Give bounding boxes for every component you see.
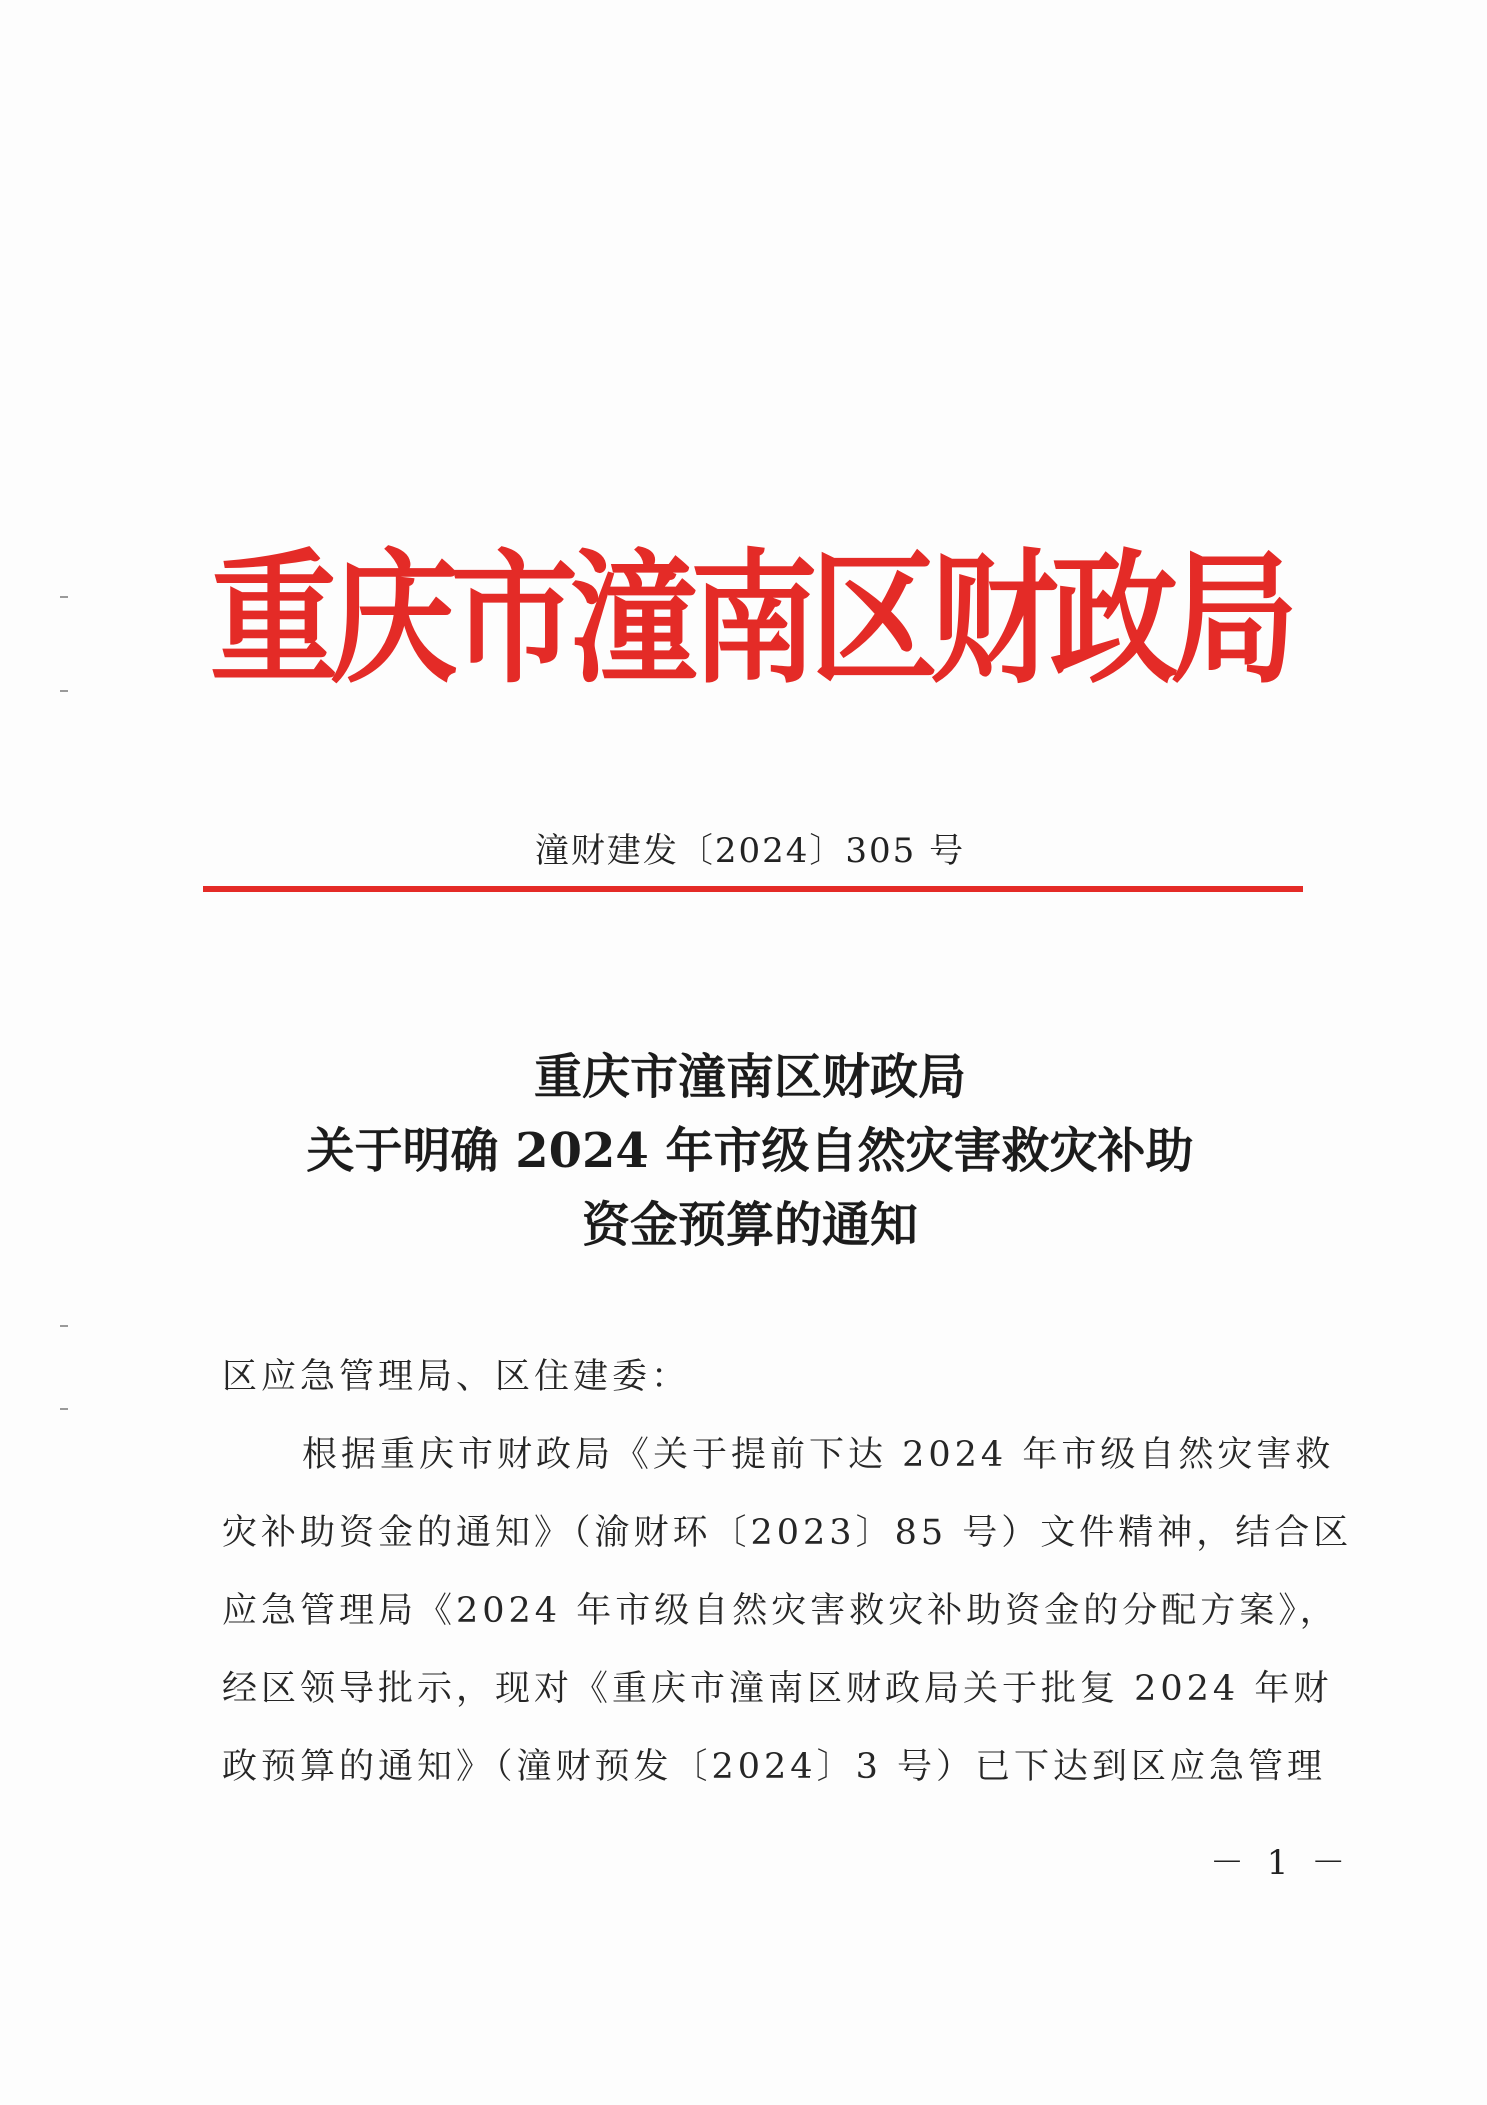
scan-margin-mark (60, 1408, 68, 1410)
body-line: 经区领导批示，现对《重庆市潼南区财政局关于批复 2024 年财 (222, 1669, 1333, 1709)
issuer-masthead: 重庆市潼南区财政局 (209, 535, 1290, 704)
scan-margin-mark (60, 690, 68, 692)
document-number: 潼财建发〔2024〕305 号 (534, 831, 966, 871)
body-paragraph (222, 1416, 1353, 1806)
scan-margin-mark (60, 1325, 68, 1327)
title-line: 资金预算的通知 (581, 1197, 918, 1253)
page-number: － 1 － (1210, 1843, 1352, 1883)
document-title (200, 1040, 1300, 1262)
body-line: 政预算的通知》（潼财预发〔2024〕3 号）已下达到区应急管理 (222, 1747, 1326, 1787)
red-separator-rule (203, 886, 1303, 892)
body-line: 灾补助资金的通知》（渝财环〔2023〕85 号）文件精神，结合区 (222, 1513, 1353, 1553)
scan-margin-mark (60, 596, 68, 598)
salutation: 区应急管理局、区住建委： (222, 1357, 691, 1397)
title-line: 关于明确 2024 年市级自然灾害救灾补助 (306, 1123, 1194, 1179)
title-line: 重庆市潼南区财政局 (533, 1049, 966, 1105)
body-line: 根据重庆市财政局《关于提前下达 2024 年市级自然灾害救 (302, 1435, 1335, 1475)
body-line: 应急管理局《2024 年市级自然灾害救灾补助资金的分配方案》， (222, 1591, 1339, 1631)
